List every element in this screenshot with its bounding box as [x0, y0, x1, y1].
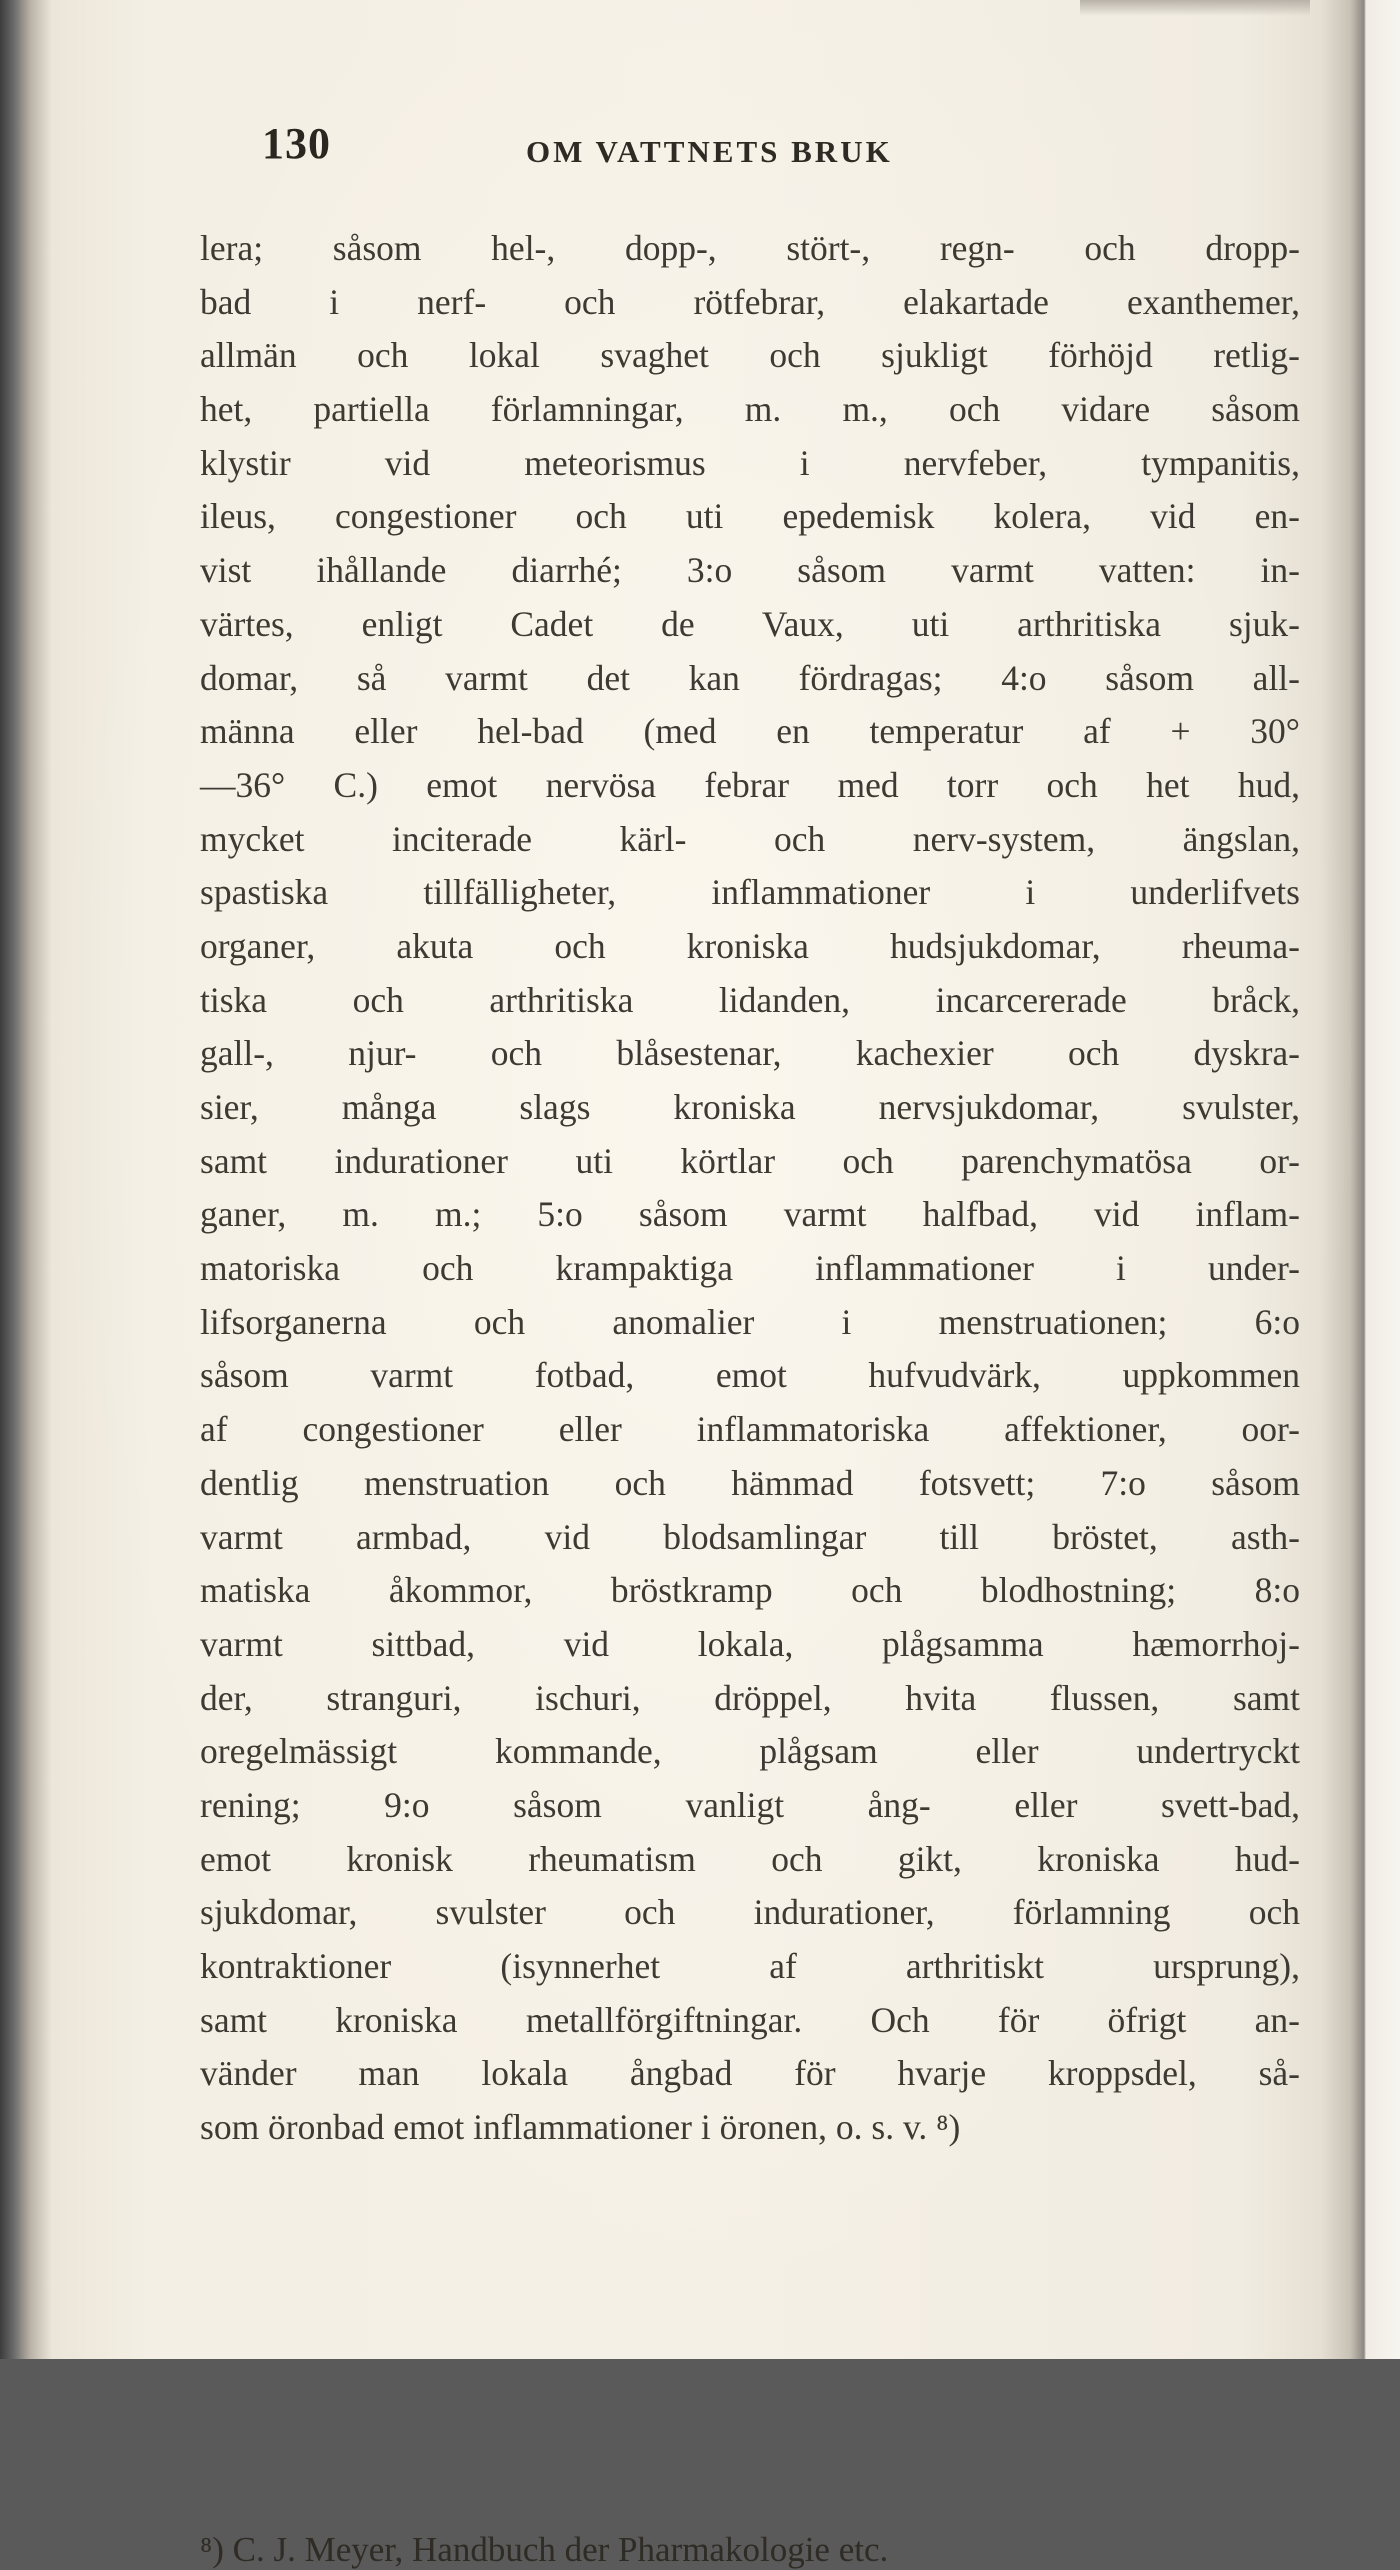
footnote: ⁸) C. J. Meyer, Handbuch der Pharmakologie etc.: [200, 2530, 889, 2569]
text-line: tiska och arthritiska lidanden, incarcererade bråck,: [200, 979, 1300, 1020]
text-line: spastiska tillfälligheter, inflammationer i underlifvets: [200, 872, 1300, 913]
text-line: samt indurationer uti körtlar och parenchymatösa or-: [200, 1140, 1300, 1181]
text-line: vist ihållande diarrhé; 3:o såsom varmt vatten: in-: [200, 550, 1300, 591]
text-line: het, partiella förlamningar, m. m., och vidare såsom: [200, 389, 1300, 430]
text-line: som öronbad emot inflammationer i öronen, o. s. v. ⁸): [200, 2107, 961, 2148]
text-line: organer, akuta och kroniska hudsjukdomar, rheuma-: [200, 925, 1300, 966]
text-line: männa eller hel-bad (med en temperatur af + 30°: [200, 711, 1300, 752]
text-line: lifsorganerna och anomalier i menstruationen; 6:o: [200, 1301, 1300, 1342]
text-line: gall-, njur- och blåsestenar, kachexier och dyskra-: [200, 1033, 1300, 1074]
text-line: rening; 9:o såsom vanligt ång- eller svett-bad,: [200, 1784, 1300, 1825]
text-line: värtes, enligt Cadet de Vaux, uti arthritiska sjuk-: [200, 603, 1300, 644]
text-line: dentlig menstruation och hämmad fotsvett; 7:o såsom: [200, 1462, 1300, 1503]
text-line: sier, många slags kroniska nervsjukdomar, svulster,: [200, 1087, 1300, 1127]
text-line: matiska åkommor, bröstkramp och blodhostning; 8:o: [200, 1570, 1300, 1611]
body-text: [200, 222, 1300, 2155]
text-line: såsom varmt fotbad, emot hufvudvärk, uppkommen: [200, 1355, 1300, 1396]
text-line: samt kroniska metallförgiftningar. Och för öfrigt an-: [200, 1999, 1300, 2040]
text-line: —36° C.) emot nervösa febrar med torr och het hud,: [200, 764, 1300, 805]
text-line: ganer, m. m.; 5:o såsom varmt halfbad, vid inflam-: [200, 1194, 1300, 1235]
text-line: kontraktioner (isynnerhet af arthritiskt ursprung),: [200, 1946, 1300, 1986]
page-number: 130: [262, 119, 331, 168]
text-line: oregelmässigt kommande, plågsam eller undertryckt: [200, 1731, 1300, 1772]
text-line: matoriska och krampaktiga inflammationer i under-: [200, 1248, 1300, 1289]
running-head: OM VATTNETS BRUK: [526, 134, 893, 169]
text-line: mycket inciterade kärl- och nerv-system, ängslan,: [200, 818, 1300, 859]
text-line: domar, så varmt det kan fördragas; 4:o såsom all-: [200, 657, 1300, 698]
text-line: klystir vid meteorismus i nervfeber, tympanitis,: [200, 442, 1300, 483]
text-line: allmän och lokal svaghet och sjukligt förhöjd retlig-: [200, 335, 1300, 376]
text-line: varmt sittbad, vid lokala, plågsamma hæmorrhoj-: [200, 1623, 1300, 1664]
text-line: ileus, congestioner och uti epedemisk kolera, vid en-: [200, 496, 1300, 537]
text-line: sjukdomar, svulster och indurationer, förlamning och: [200, 1892, 1300, 1933]
text-line: bad i nerf- och rötfebrar, elakartade exanthemer,: [200, 281, 1300, 322]
text-line: lera; såsom hel-, dopp-, stört-, regn- och dropp-: [200, 228, 1300, 268]
text-line: emot kronisk rheumatism och gikt, kroniska hud-: [200, 1838, 1300, 1879]
text-line: af congestioner eller inflammatoriska affektioner, oor-: [200, 1409, 1300, 1450]
text-line: der, stranguri, ischuri, dröppel, hvita flussen, samt: [200, 1677, 1300, 1718]
book-page: [40, 0, 1366, 2359]
text-line: varmt armbad, vid blodsamlingar till bröstet, asth-: [200, 1516, 1300, 1557]
page-header: [40, 0, 1366, 200]
text-line: vänder man lokala ångbad för hvarje kroppsdel, så-: [200, 2053, 1300, 2094]
